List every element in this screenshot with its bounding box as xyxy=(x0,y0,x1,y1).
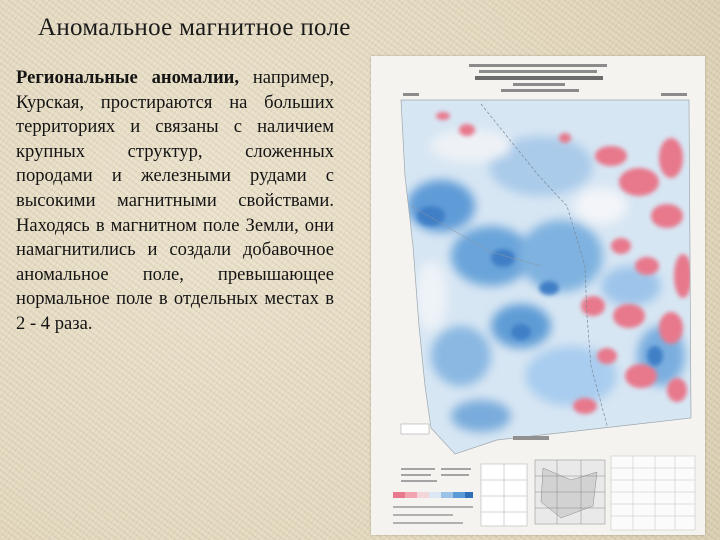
slide-body-paragraph xyxy=(16,66,334,337)
legend-text-block xyxy=(401,468,471,482)
map-anomaly-field xyxy=(391,96,701,466)
legend-grid-table xyxy=(481,464,527,526)
slide-title: Аномальное магнитное поле xyxy=(38,14,351,41)
inset-map xyxy=(535,460,605,524)
magnetic-field-map-figure xyxy=(371,56,705,535)
paragraph-lead: Региональные аномалии, xyxy=(16,67,240,88)
legend-right-table xyxy=(611,456,695,530)
legend-color-scale xyxy=(393,492,473,498)
magnetic-map-image xyxy=(371,56,705,535)
map-legend-area xyxy=(393,424,695,530)
paragraph-rest: например, Курская, простираются на больших территориях и связаны с наличием крупных структур, сложенных породами и железными рудами с высокими магнитными свойствами. Находясь в магнитном поле Земли, они намагнитились и создали добавочное аномальное поле, превышающее нормальное поле в отдельных местах в 2 - 4 раза. xyxy=(16,67,334,334)
map-header-lines xyxy=(403,64,687,96)
